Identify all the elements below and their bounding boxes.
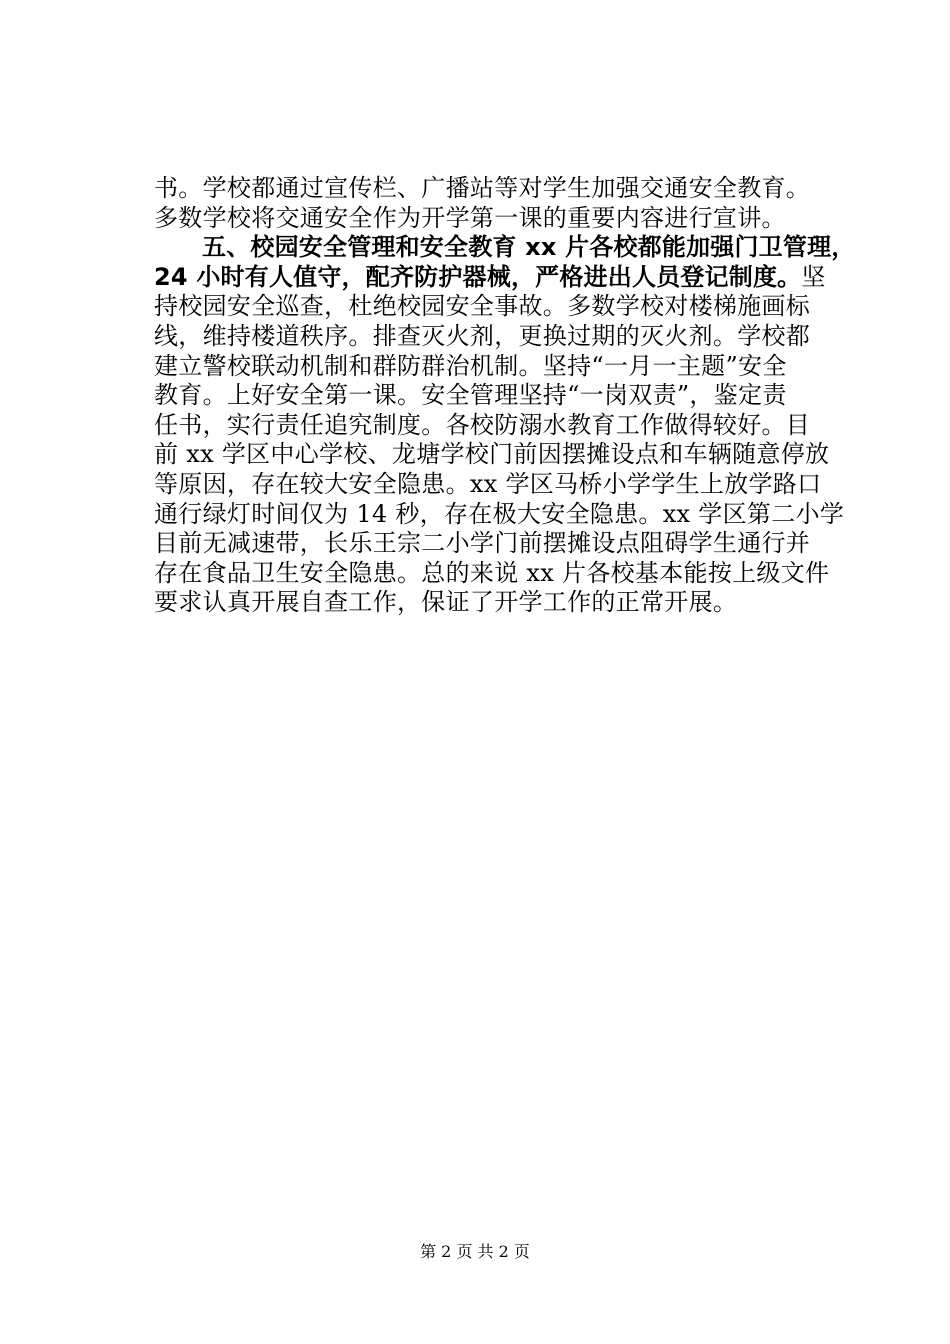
body-line: 通行绿灯时间仅为 14 秒，存在极大安全隐患。xx 学区第二小学: [154, 499, 845, 528]
body-line: 存在食品卫生安全隐患。总的来说 xx 片各校基本能按上级文件: [154, 558, 830, 587]
body-line: 等原因，存在较大安全隐患。xx 学区马桥小学学生上放学路口: [154, 469, 822, 498]
body-line: 目前无减速带，长乐王宗二小学门前摆摊设点阻碍学生通行并: [154, 529, 811, 558]
body-line: 多数学校将交通安全作为开学第一课的重要内容进行宣讲。: [154, 203, 786, 232]
body-line: 书。学校都通过宣传栏、广播站等对学生加强交通安全教育。: [154, 174, 811, 202]
body-line: 教育。上好安全第一课。安全管理坚持“一岗双责”，鉴定责: [154, 381, 787, 410]
body-line: 建立警校联动机制和群防群治机制。坚持“一月一主题”安全: [154, 351, 787, 380]
section-heading-continuation: [154, 263, 844, 293]
body-line: 前 xx 学区中心学校、龙塘学校门前因摆摊设点和车辆随意停放: [154, 440, 830, 469]
page-footer: [0, 1242, 950, 1262]
section-heading-line: 五、校园安全管理和安全教育 xx 片各校都能加强门卫管理，: [202, 233, 856, 262]
body-line: 线，维持楼道秩序。排查灭火剂，更换过期的灭火剂。学校都: [154, 321, 811, 350]
document-body: [154, 174, 856, 618]
body-line: 要求认真开展自查工作，保证了开学工作的正常开展。: [154, 588, 738, 617]
body-line: 任书，实行责任追究制度。各校防溺水教育工作做得较好。目: [154, 410, 811, 439]
section-heading-text: 24 小时有人值守，配齐防护器械，严格进出人员登记制度。: [154, 262, 802, 291]
page-number: 第 2 页 共 2 页: [420, 1242, 530, 1261]
body-text: 坚: [801, 262, 826, 291]
body-line: 持校园安全巡查，杜绝校园安全事故。多数学校对楼梯施画标: [154, 292, 811, 321]
